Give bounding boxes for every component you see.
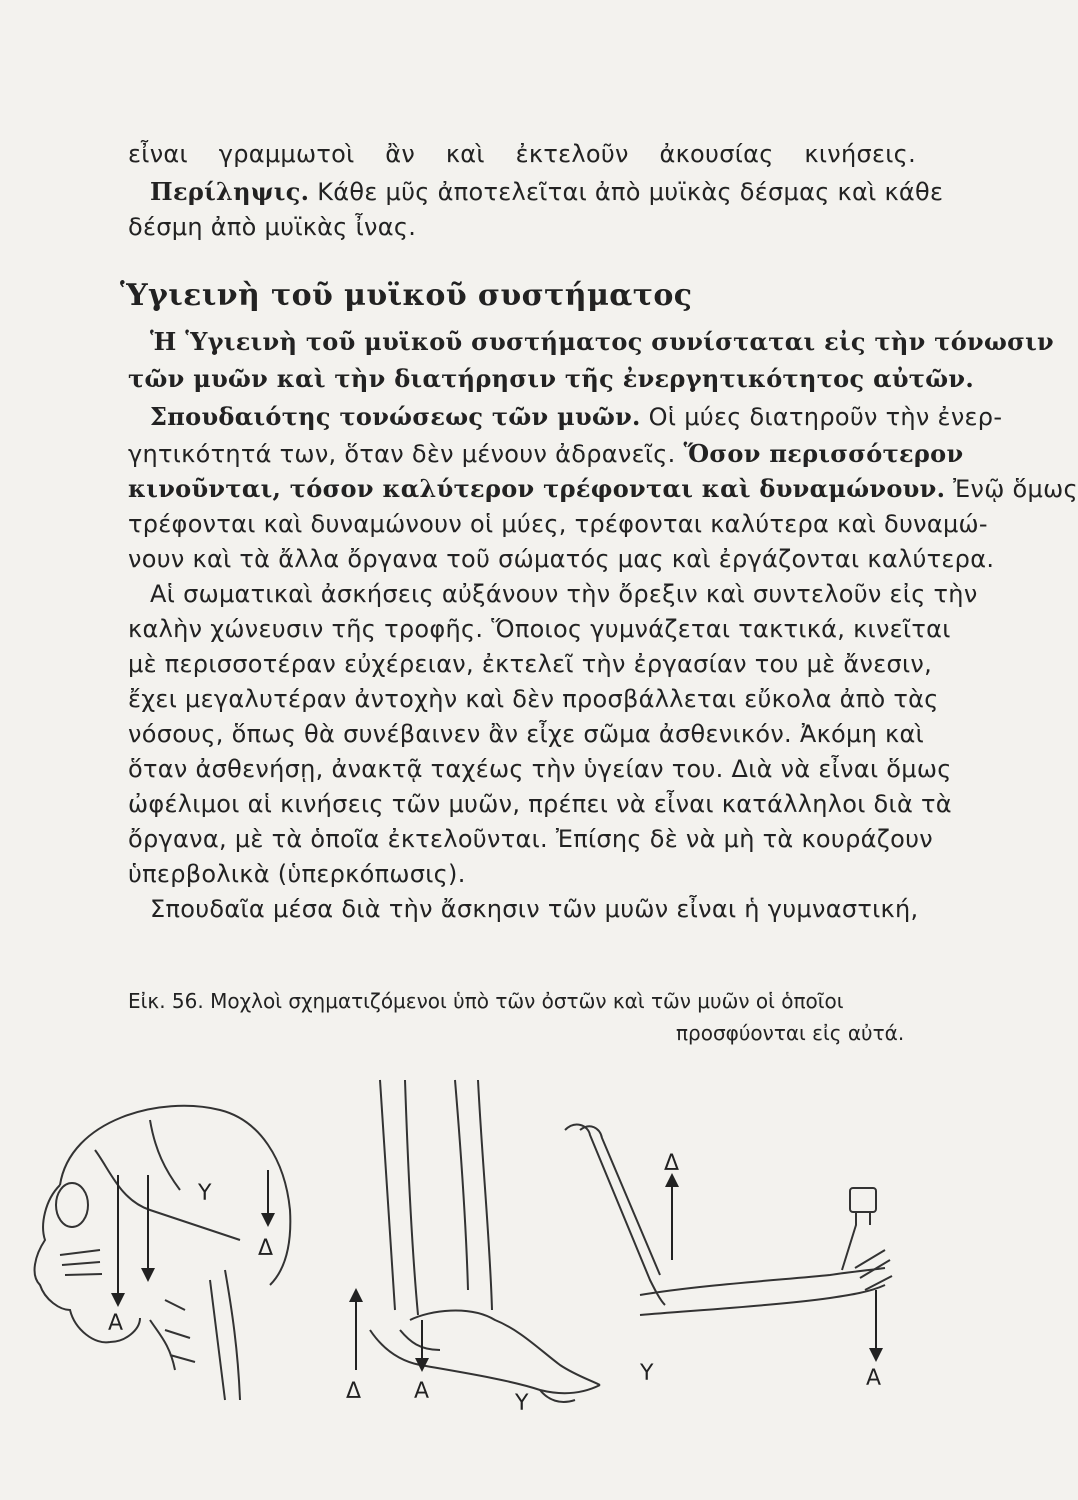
foot-label-d: Δ (346, 1379, 362, 1404)
text-line-4: Ἡ Ὑγιεινὴ τοῦ μυϊκοῦ συστήματος συνίσταται εἰς τὴν τόνωσιν (150, 327, 1054, 356)
text-line-6: Σπουδαιότης τονώσεως τῶν μυῶν. Οἱ μύες διατηροῦν τὴν ἐνερ- (150, 402, 1003, 431)
skull-label-d: Δ (258, 1236, 274, 1261)
text-line-1: εἶναι γραμμωτοὶ ἂν καὶ ἐκτελοῦν ἀκουσίας κινήσεις. (128, 140, 916, 168)
text-line-2: Περίληψις. Κάθε μῦς ἀποτελεῖται ἀπὸ μυϊκὰς δέσμας καὶ κάθε (150, 177, 944, 206)
arm-label-d: Δ (664, 1151, 680, 1176)
text-line-12: καλὴν χώνευσιν τῆς τροφῆς. Ὅποιος γυμνάζεται τακτικά, κινεῖται (128, 615, 951, 643)
arm-arrows (672, 1180, 876, 1355)
figure-caption-line-2: προσφύονται εἰς αὐτά. (676, 1021, 905, 1045)
text-line-5: τῶν μυῶν καὶ τὴν διατήρησιν τῆς ἐνεργητικότητος αὐτῶν. (128, 364, 974, 393)
skull-drawing (35, 1106, 291, 1400)
foot-arrows (356, 1295, 422, 1370)
skull-arrows (118, 1170, 268, 1300)
foot-label-y: Υ (515, 1391, 529, 1416)
text-line-15: νόσους, ὅπως θὰ συνέβαινεν ἂν εἶχε σῶμα ἀσθενικόν. Ἀκόμη καὶ (128, 720, 925, 748)
text-line-14: ἔχει μεγαλυτέραν ἀντοχὴν καὶ δὲν προσβάλλεται εὔκολα ἀπὸ τὰς (128, 685, 939, 713)
text-line-9: τρέφονται καὶ δυναμώνουν οἱ μύες, τρέφονται καλύτερα καὶ δυναμώ- (128, 510, 988, 538)
arm-label-y: Υ (640, 1361, 654, 1386)
text-line-18: ὄργανα, μὲ τὰ ὁποῖα ἐκτελοῦνται. Ἐπίσης δὲ νὰ μὴ τὰ κουράζουν (128, 825, 933, 853)
figure-levers-illustration (0, 1080, 1058, 1416)
text-line-7: γητικότητά των, ὅταν δὲν μένουν ἀδρανεῖς. Ὅσον περισσότερον (128, 439, 964, 468)
arm-label-a: Α (866, 1366, 882, 1391)
text-line-8: κινοῦνται, τόσον καλύτερον τρέφονται καὶ δυναμώνουν. Ἐνῷ ὅμως (128, 474, 1078, 503)
text-line-3: δέσμη ἀπὸ μυϊκὰς ἶνας. (128, 213, 417, 241)
skull-label-a: Α (108, 1311, 124, 1336)
text-line-13: μὲ περισσοτέραν εὐχέρειαν, ἐκτελεῖ τὴν ἐργασίαν του μὲ ἄνεσιν, (128, 650, 933, 678)
arm-drawing (565, 1125, 892, 1315)
text-line-11: Αἱ σωματικαὶ ἀσκήσεις αὐξάνουν τὴν ὄρεξιν καὶ συντελοῦν εἰς τὴν (150, 580, 978, 608)
skull-label-y: Υ (198, 1181, 212, 1206)
text-line-17: ὠφέλιμοι αἱ κινήσεις τῶν μυῶν, πρέπει νὰ εἶναι κατάλληλοι διὰ τὰ (128, 790, 952, 818)
foot-label-a: Α (414, 1379, 430, 1404)
figure-caption-line-1: Εἰκ. 56. Μοχλοὶ σχηματιζόμενοι ὑπὸ τῶν ὀστῶν καὶ τῶν μυῶν οἱ ὁποῖοι (128, 989, 844, 1013)
text-line-20: Σπουδαῖα μέσα διὰ τὴν ἄσκησιν τῶν μυῶν εἶναι ἡ γυμναστική, (150, 895, 919, 923)
text-line-16: ὅταν ἀσθενήσῃ, ἀνακτᾷ ταχέως τὴν ὑγείαν του. Διὰ νὰ εἶναι ὅμως (128, 755, 952, 783)
text-line-10: νουν καὶ τὰ ἄλλα ὄργανα τοῦ σώματός μας καὶ ἐργάζονται καλύτερα. (128, 545, 995, 573)
text-line-19: ὑπερβολικὰ (ὑπερκόπωσις). (128, 860, 466, 888)
section-heading: Ὑγιεινὴ τοῦ μυϊκοῦ συστήματος (120, 278, 693, 313)
